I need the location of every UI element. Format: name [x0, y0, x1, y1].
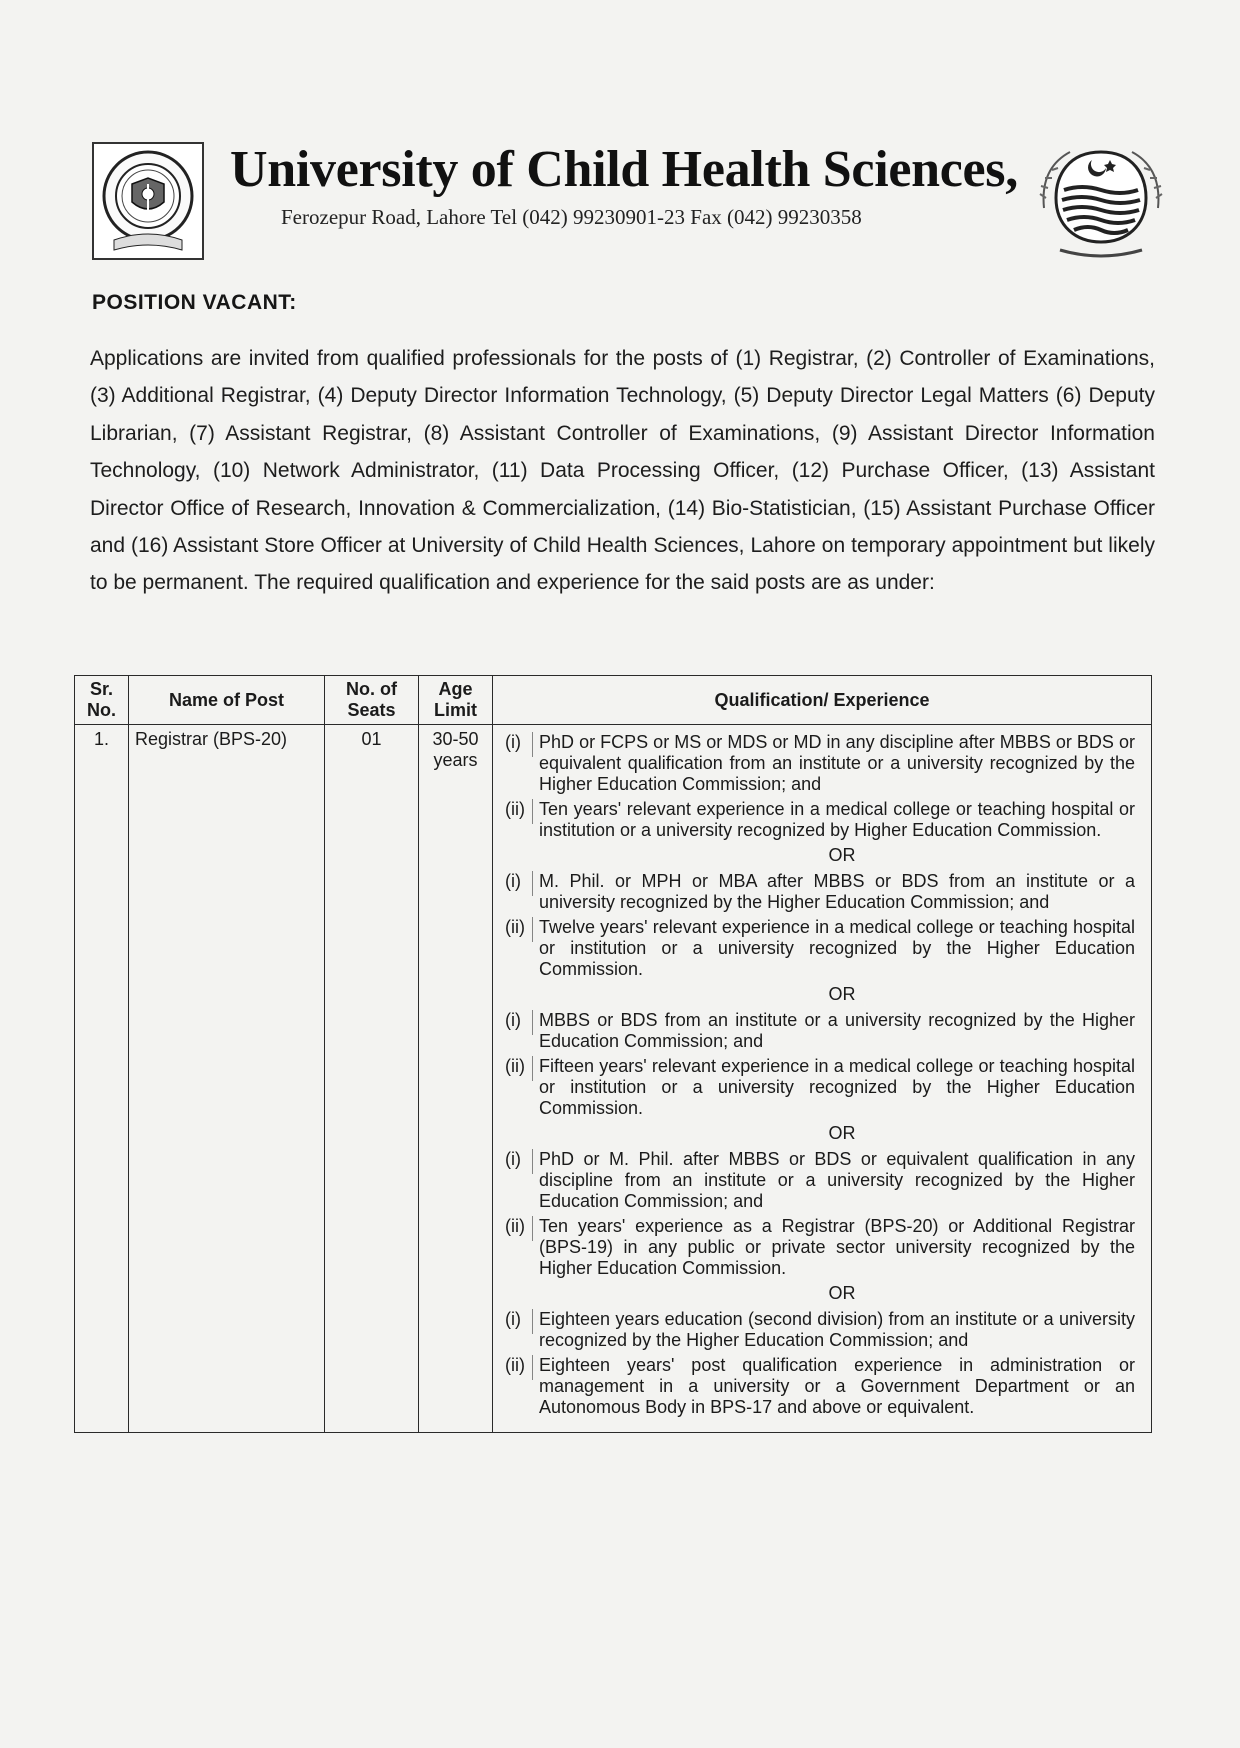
item-text: PhD or M. Phil. after MBBS or BDS or equivalent qualification in any discipline from an institute or a university recognized by the Higher Education Commission; and [539, 1149, 1135, 1211]
qualification-item [499, 1309, 1145, 1351]
table-header-row [75, 676, 1152, 725]
university-seal-icon [92, 142, 204, 260]
item-number: (ii) [499, 1056, 533, 1077]
item-text: Twelve years' relevant experience in a medical college or teaching hospital or institution or a university recognized by the Higher Education Commission. [539, 917, 1135, 979]
item-text: Eighteen years' post qualification experience in administration or management in a university or a Government Department or an Autonomous Body in BPS-17 and above or equivalent. [539, 1355, 1135, 1417]
item-number: (i) [499, 732, 533, 753]
item-number: (i) [499, 871, 533, 892]
item-number: (ii) [499, 917, 533, 938]
cell-sr-no: 1. [75, 725, 129, 1433]
intro-paragraph: Applications are invited from qualified professionals for the posts of (1) Registrar, (2) Controller of Examinations, (3) Additional Registrar, (4) Deputy Director Information Technology, (5) Deputy Director Legal Matters (6) Deputy Librarian, (7) Assistant Registrar, (8) Assistant Controller of Examinations, (9) Assistant Director Information Technology, (10) Network Administrator, (11) Data Processing Officer, (12) Purchase Officer, (13) Assistant Director Office of Research, Innovation & Commercialization, (14) Bio-Statistician, (15) Assistant Purchase Officer and (16) Assistant Store Officer at University of Child Health Sciences, Lahore on temporary appointment but likely to be permanent. The required qualification and experience for the said posts are as under: [90, 347, 1155, 595]
or-separator: OR [828, 1283, 856, 1303]
item-text: MBBS or BDS from an institute or a university recognized by the Higher Education Commission; and [539, 1010, 1135, 1051]
table-row [75, 725, 1152, 1433]
item-text: M. Phil. or MPH or MBA after MBBS or BDS from an institute or a university recognized by the Higher Education Commission; and [539, 871, 1135, 912]
cell-post-name: Registrar (BPS-20) [129, 725, 325, 1433]
item-text: Eighteen years education (second division) from an institute or a university recognized by the Higher Education Commission; and [539, 1309, 1135, 1350]
item-number: (ii) [499, 1216, 533, 1237]
header-no-of-seats: No. of Seats [325, 676, 419, 725]
qualification-item [499, 871, 1145, 913]
or-separator: OR [828, 845, 856, 865]
qualification-item [499, 917, 1145, 980]
item-number: (i) [499, 1309, 533, 1330]
qualification-item [499, 799, 1145, 841]
item-text: Fifteen years' relevant experience in a medical college or teaching hospital or institution or a university recognized by the Higher Education Commission. [539, 1056, 1135, 1118]
or-separator: OR [828, 1123, 856, 1143]
or-separator: OR [828, 984, 856, 1004]
item-number: (i) [499, 1149, 533, 1170]
qualification-item [499, 1355, 1145, 1418]
punjab-government-emblem-icon [1030, 138, 1172, 266]
header-sr-no: Sr. No. [75, 676, 129, 725]
item-number: (ii) [499, 799, 533, 820]
qualification-item [499, 1056, 1145, 1119]
header-age-limit: Age Limit [419, 676, 493, 725]
university-title: University of Child Health Sciences, [230, 141, 1018, 198]
item-number: (ii) [499, 1355, 533, 1376]
item-text: Ten years' experience as a Registrar (BPS-20) or Additional Registrar (BPS-19) in any public or private sector university recognized by the Higher Education Commission. [539, 1216, 1135, 1278]
item-text: Ten years' relevant experience in a medical college or teaching hospital or institution or a university recognized by Higher Education Commission. [539, 799, 1135, 840]
positions-table [74, 675, 1152, 1433]
qualification-item [499, 1010, 1145, 1052]
cell-qualification [493, 725, 1152, 1433]
header-name-of-post: Name of Post [129, 676, 325, 725]
cell-seats: 01 [325, 725, 419, 1433]
qualification-item [499, 732, 1145, 795]
item-text: PhD or FCPS or MS or MDS or MD in any discipline after MBBS or BDS or equivalent qualification from an institute or a university recognized by the Higher Education Commission; and [539, 732, 1135, 794]
section-heading: POSITION VACANT: [92, 291, 297, 314]
qualification-item [499, 1216, 1145, 1279]
header-qualification: Qualification/ Experience [493, 676, 1152, 725]
university-address: Ferozepur Road, Lahore Tel (042) 99230901-23 Fax (042) 99230358 [281, 205, 862, 229]
qualification-item [499, 1149, 1145, 1212]
cell-age-limit: 30-50 years [419, 725, 493, 1433]
item-number: (i) [499, 1010, 533, 1031]
